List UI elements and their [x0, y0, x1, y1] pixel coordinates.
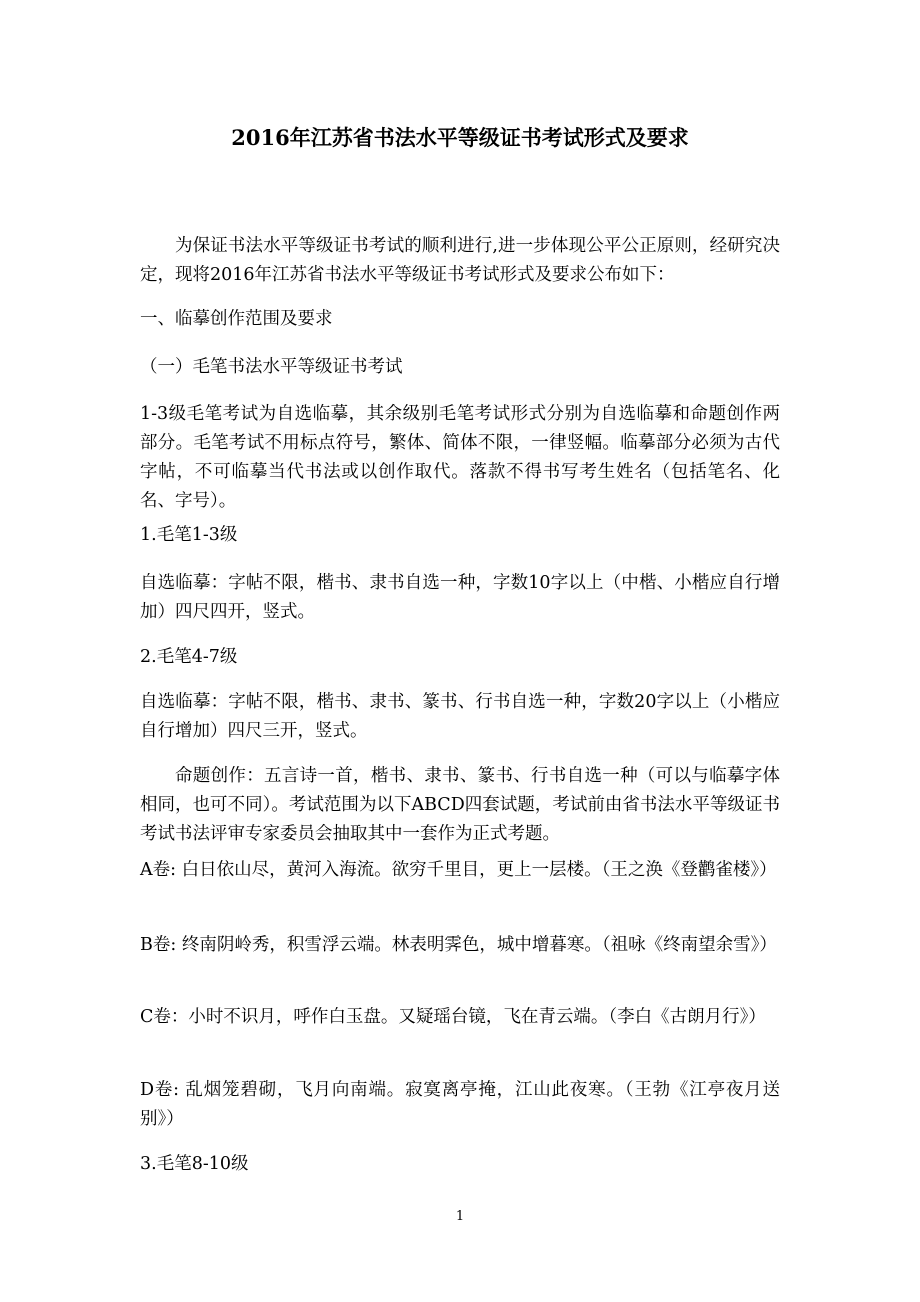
- level-1-3-copy-paragraph: 自选临摹：字帖不限，楷书、隶书自选一种，字数10字以上（中楷、小楷应自行增加）四尺四开，竖式。: [140, 573, 780, 622]
- creation-paragraph: 命题创作：五言诗一首，楷书、隶书、篆书、行书自选一种（可以与临摹字体相同，也可不同）。考试范围为以下ABCD四套试题，考试前由省书法水平等级证书考试书法评审专家委员会抽取其中一套作为正式考题。: [140, 766, 780, 844]
- exam-paper-c: C卷：小时不识月，呼作白玉盘。又疑瑶台镜，飞在青云端。（李白《古朗月行》）: [140, 1007, 766, 1027]
- requirements-paragraph: 1-3级毛笔考试为自选临摹，其余级别毛笔考试形式分别为自选临摹和命题创作两部分。毛笔考试不用标点符号，繁体、简体不限，一律竖幅。临摹部分必须为古代字帖，不可临摹当代书法或以创作取代。落款不得书写考生姓名（包括笔名、化名、字号）。: [140, 404, 780, 511]
- section-heading: 一、临摹创作范围及要求: [140, 309, 333, 329]
- exam-paper-d: D卷: 乱烟笼碧砌，飞月向南端。寂寞离亭掩，江山此夜寒。（王勃《江亭夜月送别》）: [140, 1080, 780, 1129]
- exam-paper-a: A卷: 白日依山尽，黄河入海流。欲穷千里目，更上一层楼。（王之涣《登鹳雀楼》）: [140, 860, 777, 880]
- document-title: 2016年江苏省书法水平等级证书考试形式及要求: [231, 125, 689, 150]
- subsection-heading: （一）毛笔书法水平等级证书考试: [140, 357, 403, 377]
- page-number: 1: [455, 1209, 465, 1224]
- level-heading-8-10: 3.毛笔8-10级: [140, 1154, 249, 1174]
- level-4-7-copy-paragraph: 自选临摹：字帖不限，楷书、隶书、篆书、行书自选一种，字数20字以上（小楷应自行增加）四尺三开，竖式。: [140, 692, 780, 741]
- intro-paragraph: 为保证书法水平等级证书考试的顺利进行,进一步体现公平公正原则，经研究决定，现将2016年江苏省书法水平等级证书考试形式及要求公布如下：: [140, 236, 780, 285]
- exam-paper-b: B卷: 终南阴岭秀，积雪浮云端。林表明霁色，城中增暮寒。（祖咏《终南望余雪》）: [140, 935, 777, 955]
- level-heading-4-7: 2.毛笔4-7级: [140, 647, 238, 667]
- level-heading-1-3: 1.毛笔1-3级: [140, 525, 238, 545]
